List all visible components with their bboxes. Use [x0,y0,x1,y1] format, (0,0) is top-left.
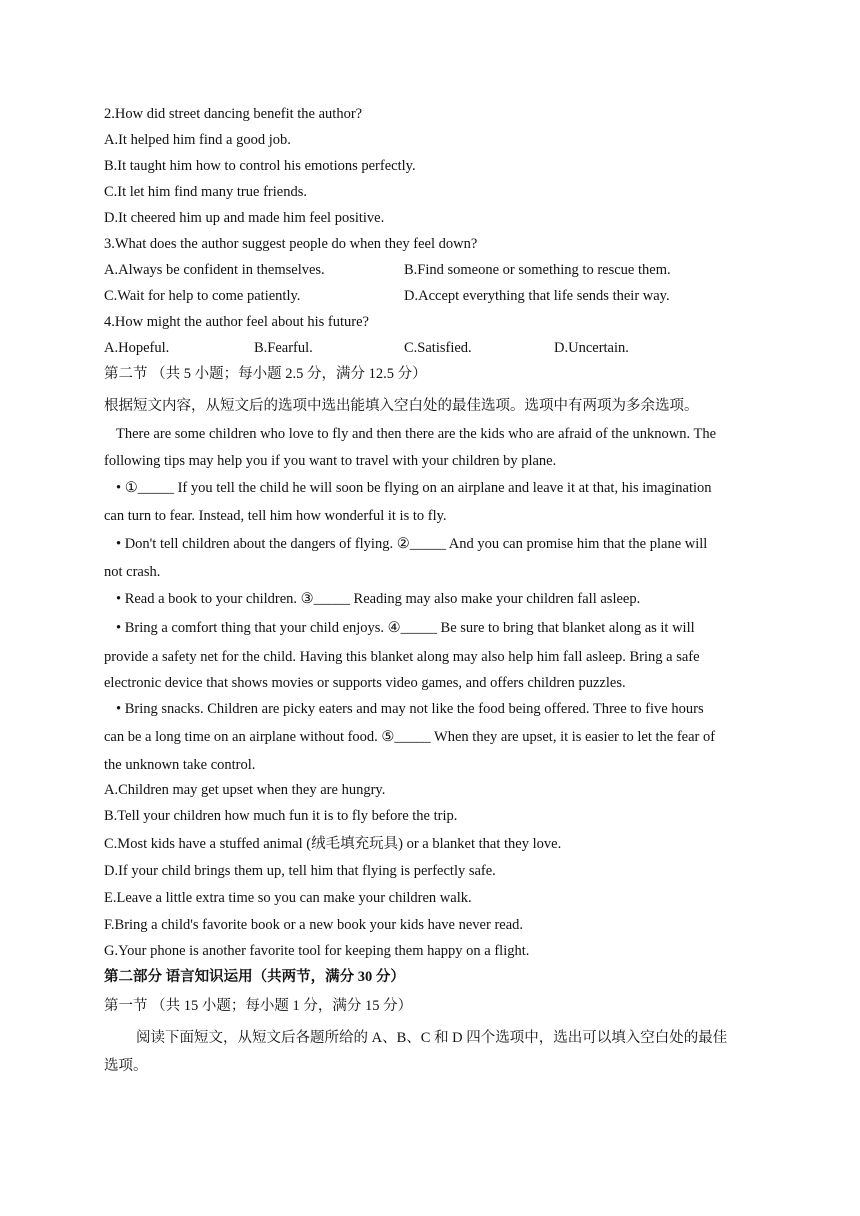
option-f: F.Bring a child's favorite book or a new book your kids have never read. [104,917,524,933]
q3-option-d: D.Accept everything that life sends their way. [404,288,670,304]
section2-header: 第二节 （共 5 小题；每小题 2.5 分，满分 12.5 分） [104,366,427,382]
passage-line-3: • ①_____ If you tell the child he will soon be flying on an airplane and leave it at that, his imagination [116,480,712,496]
option-d: D.If your child brings them up, tell him that flying is perfectly safe. [104,863,496,879]
option-a: A.Children may get upset when they are hungry. [104,782,386,798]
option-e: E.Leave a little extra time so you can make your children walk. [104,890,472,906]
passage-line-2: following tips may help you if you want to travel with your children by plane. [104,453,557,469]
q3-option-c: C.Wait for help to come patiently. [104,288,301,304]
passage-line-6: not crash. [104,564,161,580]
passage-line-8: • Bring a comfort thing that your child enjoys. ④_____ Be sure to bring that blanket along as it will [116,620,695,636]
q2-stem: 2.How did street dancing benefit the author? [104,106,363,122]
q2-option-b: B.It taught him how to control his emotions perfectly. [104,158,416,174]
passage-line-5: • Don't tell children about the dangers of flying. ②_____ And you can promise him that the plane will [116,536,708,552]
option-c: C.Most kids have a stuffed animal (绒毛填充玩具) or a blanket that they love. [104,836,562,852]
q2-option-c: C.It let him find many true friends. [104,184,307,200]
q4-option-a: A.Hopeful. [104,340,170,356]
part2-instruction-line2: 选项。 [104,1058,148,1074]
q4-option-b: B.Fearful. [254,340,313,356]
section2-instruction: 根据短文内容，从短文后的选项中选出能填入空白处的最佳选项。选项中有两项为多余选项。 [104,398,699,414]
q4-option-c: C.Satisfied. [404,340,472,356]
passage-line-7: • Read a book to your children. ③_____ Reading may also make your children fall asleep. [116,591,641,607]
q2-option-d: D.It cheered him up and made him feel positive. [104,210,385,226]
passage-line-12: can be a long time on an airplane without food. ⑤_____ When they are upset, it is easier to let the fear of [104,729,716,745]
q3-option-b: B.Find someone or something to rescue them. [404,262,671,278]
passage-line-11: • Bring snacks. Children are picky eaters and may not like the food being offered. Three to five hours [116,701,704,717]
option-g: G.Your phone is another favorite tool for keeping them happy on a flight. [104,943,530,959]
option-b: B.Tell your children how much fun it is to fly before the trip. [104,808,458,824]
q4-option-d: D.Uncertain. [554,340,629,356]
q2-option-a: A.It helped him find a good job. [104,132,291,148]
passage-line-13: the unknown take control. [104,757,256,773]
passage-line-9: provide a safety net for the child. Having this blanket along may also help him fall asleep. Bring a safe [104,649,700,665]
q4-stem: 4.How might the author feel about his future? [104,314,369,330]
part2-instruction-line1: 阅读下面短文，从短文后各题所给的 A、B、C 和 D 四个选项中，选出可以填入空白处的最佳 [136,1030,728,1046]
passage-line-4: can turn to fear. Instead, tell him how wonderful it is to fly. [104,508,447,524]
part2-header: 第二部分 语言知识运用（共两节，满分 30 分） [104,969,405,985]
part2-section1-header: 第一节 （共 15 小题；每小题 1 分，满分 15 分） [104,998,413,1014]
passage-line-10: electronic device that shows movies or supports video games, and offers children puzzles. [104,675,626,691]
passage-line-1: There are some children who love to fly and then there are the kids who are afraid of the unknown. The [116,426,717,442]
q3-stem: 3.What does the author suggest people do when they feel down? [104,236,478,252]
q3-option-a: A.Always be confident in themselves. [104,262,325,278]
